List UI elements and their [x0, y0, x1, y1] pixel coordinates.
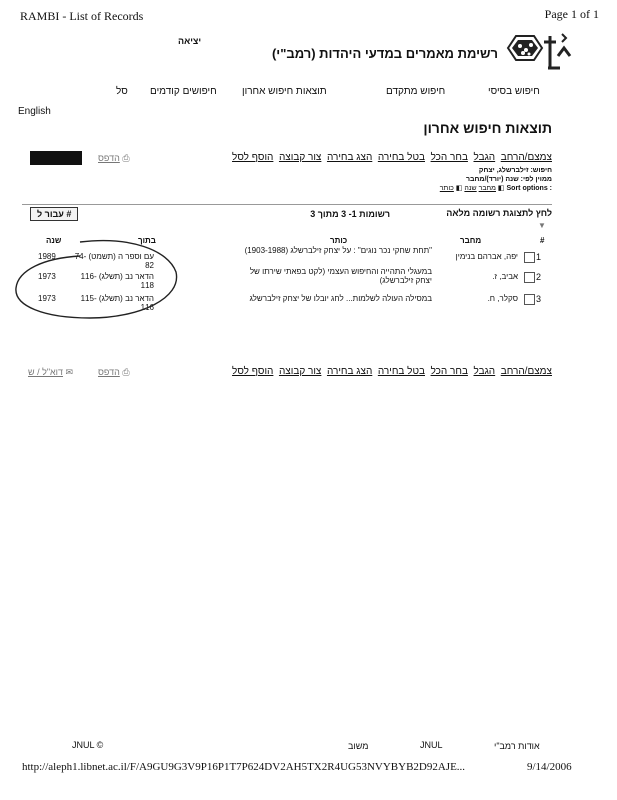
- footer-about-link[interactable]: אודות רמב"י: [494, 741, 540, 751]
- row-3-year: 1973: [38, 294, 56, 303]
- row-1-author[interactable]: יפה, אברהם בנימין: [455, 252, 518, 261]
- row-3-title[interactable]: במסילה העולה לשלמות... לחג יובלו של יצחק זילברשלג: [249, 294, 432, 303]
- row-1-title[interactable]: "תחת שחקי נכר נוגים" : על יצחק זילברשלג (1903-1988): [244, 246, 432, 255]
- toolbar-narrow-link[interactable]: צמצם/הרחב: [500, 152, 552, 163]
- nav-basket[interactable]: סל: [116, 86, 128, 97]
- email-link[interactable]: [28, 367, 73, 378]
- toolbar-select-all-link[interactable]: בחר הכל: [430, 152, 468, 163]
- nav-english[interactable]: English: [18, 106, 51, 117]
- sort-option-title[interactable]: כותר: [439, 185, 454, 192]
- sort-title-icon: ◧: [455, 185, 463, 192]
- print-page-number: Page 1 of 1: [544, 7, 599, 21]
- row-2-title[interactable]: במעגלי התהייה והחיפוש העצמי (לקט בפאתי שירתו של יצחק זילברשלג): [249, 267, 432, 285]
- toolbar-bottom-show-selected-link[interactable]: הצג בחירה: [326, 366, 373, 377]
- toolbar-bottom-select-all-link[interactable]: בחר הכל: [430, 366, 468, 377]
- sort-options-label: Sort options :: [506, 185, 552, 192]
- toolbar-deselect-link[interactable]: בטל בחירה: [377, 152, 425, 163]
- footer-jnul-link[interactable]: JNUL: [420, 740, 443, 750]
- toolbar-bottom-deselect-link[interactable]: בטל בחירה: [377, 366, 425, 377]
- footer-feedback-link[interactable]: משוב: [348, 741, 369, 751]
- toolbar-links: [188, 152, 552, 163]
- search-query: חיפוש: זילברשלג, יצחק: [478, 167, 552, 174]
- row-3-author[interactable]: סקלר, ח.: [487, 294, 518, 303]
- row-2-num: 2: [536, 272, 542, 282]
- row-2-source: הדאר נב (תשלג) 116-118: [80, 272, 154, 290]
- sort-author-icon: ◧: [497, 185, 505, 192]
- handwritten-circle-annotation: [10, 236, 190, 326]
- toolbar-bottom-narrow-link[interactable]: צמצם/הרחב: [500, 366, 552, 377]
- toolbar-bottom-create-set-link[interactable]: צור קבוצה: [278, 366, 322, 377]
- sort-options: [330, 184, 552, 192]
- nav-last-results[interactable]: תוצאות חיפוש אחרון: [242, 86, 327, 97]
- header-source: בתוך: [138, 236, 156, 245]
- row-3-checkbox[interactable]: [524, 294, 535, 305]
- envelope-icon: ✉: [65, 367, 74, 377]
- toolbar-limit-link[interactable]: הגבל: [473, 152, 496, 163]
- exit-link[interactable]: יציאה: [178, 36, 202, 46]
- print-link[interactable]: [98, 153, 130, 164]
- jump-button[interactable]: עבור ל #: [30, 207, 78, 221]
- nav-basic-search[interactable]: חיפוש בסיסי: [488, 86, 540, 97]
- rambi-logo-icon: [504, 28, 574, 78]
- sort-order: ממוין לפי: שנה (יורד)/מחבר: [465, 176, 552, 183]
- print-link-bottom[interactable]: [98, 367, 130, 378]
- printer-icon: ⎙: [122, 153, 130, 163]
- results-divider: [22, 204, 552, 205]
- triangle-down-icon: ▼: [538, 221, 546, 230]
- row-2-year: 1973: [38, 272, 56, 281]
- toolbar-bottom-limit-link[interactable]: הגבל: [473, 366, 496, 377]
- footer-copyright: JNUL ©: [72, 740, 104, 750]
- row-2-checkbox[interactable]: [524, 272, 535, 283]
- jump-to-record: [30, 207, 78, 221]
- row-3-source: הדאר נב (תשלג) 115-116: [80, 294, 154, 312]
- print-label-bottom[interactable]: הדפס: [98, 367, 120, 377]
- printer-icon-bottom: ⎙: [122, 367, 130, 377]
- nav-previous-searches[interactable]: חיפושים קודמים: [150, 86, 217, 97]
- toolbar-add-basket-link[interactable]: הוסף לסל: [232, 152, 274, 163]
- row-1-num: 1: [536, 252, 542, 262]
- print-label[interactable]: הדפס: [98, 153, 120, 163]
- row-1-year: 1989: [38, 252, 56, 261]
- sort-option-author[interactable]: מחבר: [478, 185, 496, 192]
- header-year: שנה: [46, 236, 62, 245]
- redacted-block: [30, 151, 82, 165]
- toolbar-show-selected-link[interactable]: הצג בחירה: [326, 152, 373, 163]
- nav-advanced-search[interactable]: חיפוש מתקדם: [386, 86, 446, 97]
- header-num: #: [540, 236, 545, 245]
- full-view-hint: לחץ לתצוגת רשומה מלאה: [446, 208, 552, 218]
- toolbar-create-set-link[interactable]: צור קבוצה: [278, 152, 322, 163]
- site-title: רשימת מאמרים במדעי היהדות (רמב"י): [271, 46, 498, 61]
- print-date: 9/14/2006: [527, 761, 572, 773]
- print-page-title: RAMBI - List of Records: [20, 9, 144, 23]
- row-1-checkbox[interactable]: [524, 252, 535, 263]
- print-url: http://aleph1.libnet.ac.il/F/A9GU9G3V9P16P1T7P624DV2AH5TX2R4UG53NVYBYB2D92AJE...: [22, 761, 466, 773]
- row-2-author[interactable]: אביב, ז.: [492, 272, 518, 281]
- row-3-num: 3: [536, 294, 542, 304]
- results-count: רשומות 1- 3 מתוך 3: [310, 209, 390, 219]
- header-title: כותר: [330, 236, 348, 245]
- toolbar-links-bottom: [188, 366, 552, 377]
- page-title: תוצאות חיפוש אחרון: [423, 120, 552, 136]
- email-label[interactable]: דוא"ל / ש: [28, 367, 64, 377]
- header-author: מחבר: [460, 236, 482, 245]
- sort-option-year[interactable]: שנה: [464, 185, 477, 192]
- row-1-source: עם וספר ה (תשמט) 74-82: [74, 252, 154, 270]
- toolbar-bottom-add-basket-link[interactable]: הוסף לסל: [232, 366, 274, 377]
